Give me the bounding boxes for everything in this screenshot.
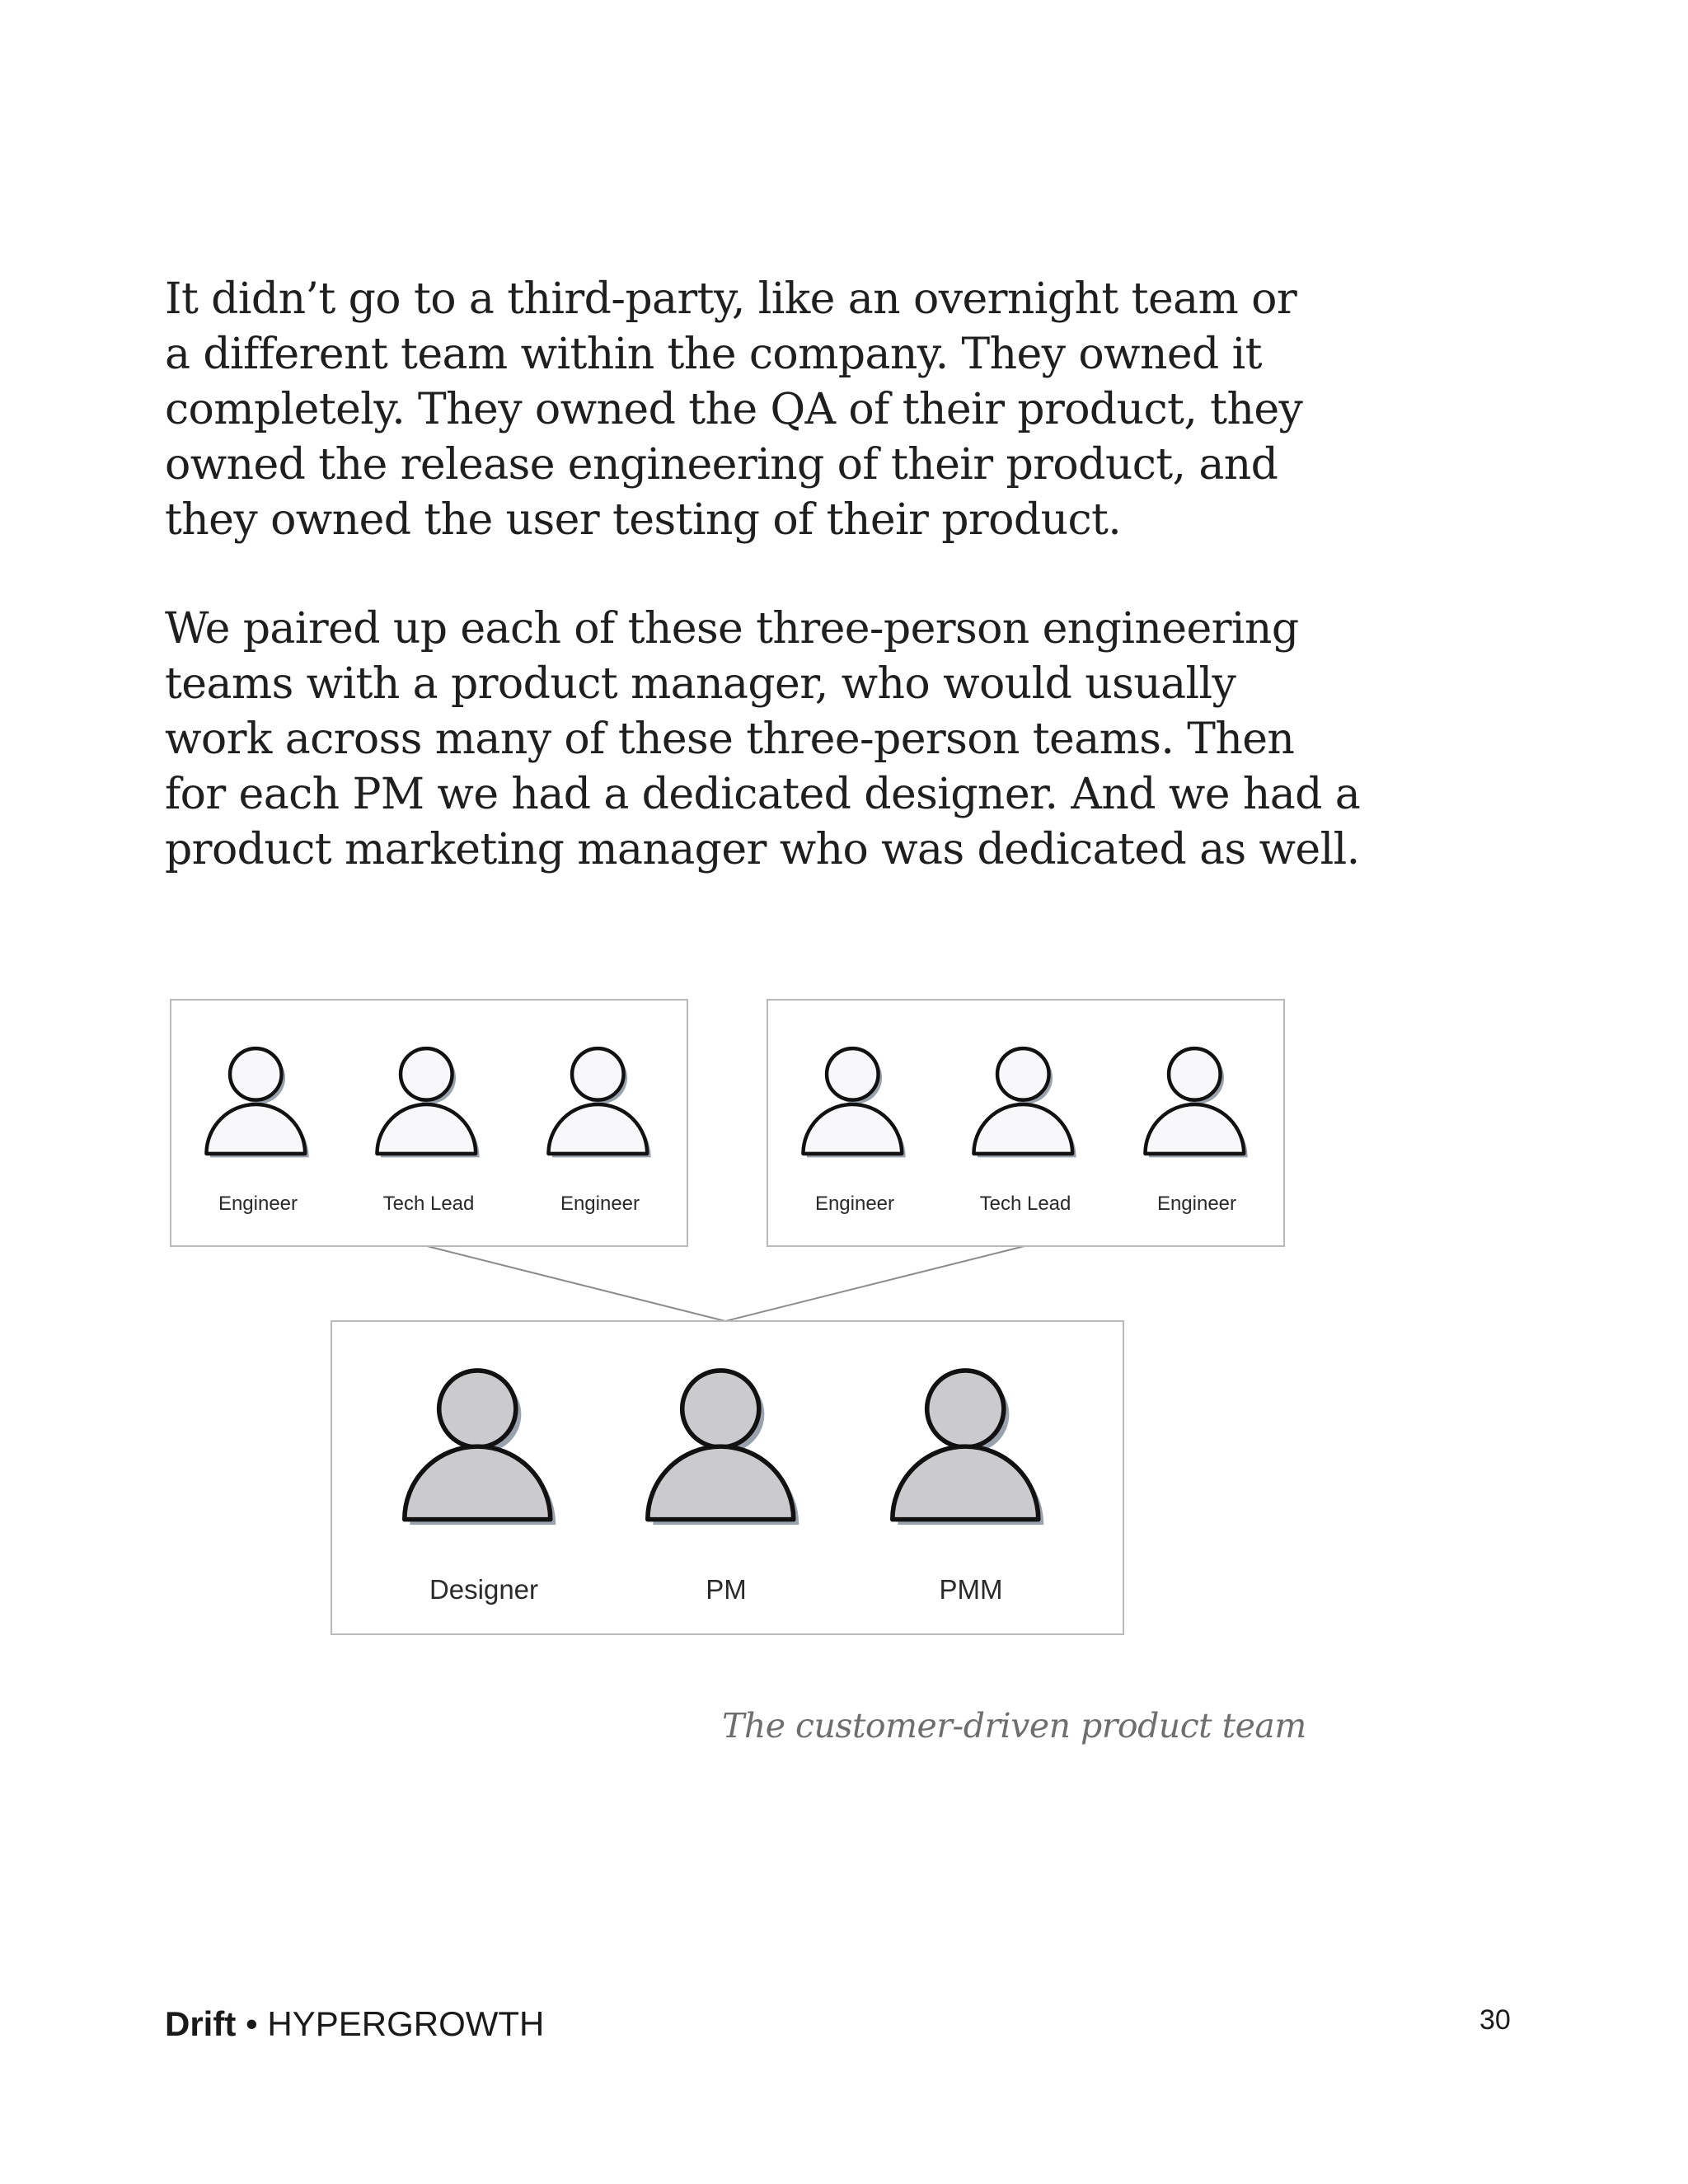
product-team bbox=[331, 1321, 1123, 1634]
publication-title: HYPERGROWTH bbox=[267, 2004, 545, 2043]
paragraph-line: teams with a product manager, who would usually bbox=[165, 659, 1236, 709]
team-member-label: Engineer bbox=[814, 1193, 895, 1215]
team-member-label: Engineer bbox=[560, 1193, 640, 1215]
connector-line-right bbox=[725, 1246, 1025, 1321]
paragraph-line: product marketing manager who was dedicated as well. bbox=[165, 825, 1360, 874]
footer-brand bbox=[165, 2004, 544, 2044]
engineering-team-left bbox=[171, 1000, 687, 1246]
team-member-label: Engineer bbox=[1156, 1193, 1237, 1215]
team-member-label: Designer bbox=[429, 1574, 539, 1605]
paragraph-line: It didn’t go to a third-party, like an overnight team or bbox=[165, 274, 1297, 324]
team-member-label: Engineer bbox=[218, 1193, 298, 1215]
team-member-label: PMM bbox=[939, 1574, 1003, 1605]
paragraph-line: work across many of these three-person teams. Then bbox=[165, 715, 1295, 764]
figure-caption: The customer-driven product team bbox=[722, 1706, 1306, 1746]
team-member-label: Tech Lead bbox=[979, 1193, 1071, 1215]
footer-separator: • bbox=[236, 2004, 268, 2043]
paragraph-line: for each PM we had a dedicated designer. And we had a bbox=[165, 770, 1361, 819]
paragraph-line: a different team within the company. They owned it bbox=[165, 330, 1262, 379]
engineering-team-right bbox=[767, 1000, 1284, 1246]
paragraph-line: owned the release engineering of their product, and bbox=[165, 440, 1278, 490]
paragraph-line: completely. They owned the QA of their product, they bbox=[165, 385, 1303, 434]
connector-line-left bbox=[427, 1246, 725, 1321]
brand-name: Drift bbox=[165, 2004, 237, 2043]
paragraph-line: We paired up each of these three-person engineering bbox=[165, 604, 1299, 654]
paragraph-line: they owned the user testing of their product. bbox=[165, 495, 1122, 545]
team-member-label: Tech Lead bbox=[382, 1193, 475, 1215]
page-number: 30 bbox=[1479, 2004, 1511, 2036]
team-member-label: PM bbox=[706, 1574, 747, 1605]
